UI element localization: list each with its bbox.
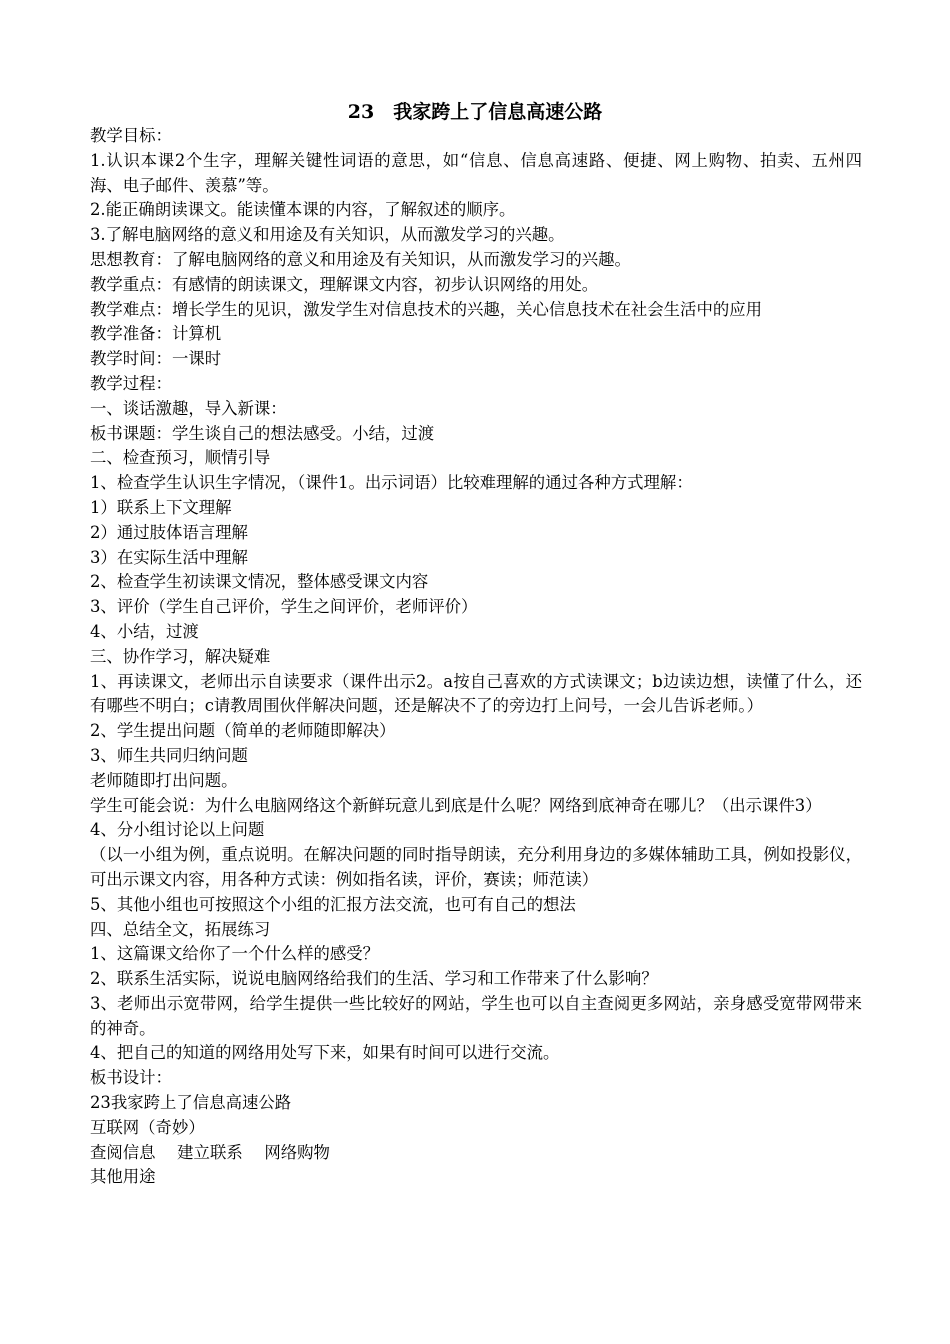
teaching-focus: 教学重点：有感情的朗读课文，理解课文内容，初步认识网络的用处。	[90, 274, 599, 294]
paragraph: 3、老师出示宽带网，给学生提供一些比较好的网站，学生也可以自主查阅更多网站，亲身感受宽带网带来的神奇。	[90, 993, 862, 1038]
step-heading: 一、谈话激趣，导入新课：	[90, 398, 287, 418]
document-body	[90, 124, 862, 1190]
paragraph: 1、检查学生认识生字情况，（课件1。出示词语）比较难理解的通过各种方式理解：	[90, 473, 693, 493]
board-line: 其他用途	[90, 1167, 156, 1187]
board-line: 互联网（奇妙）	[90, 1117, 205, 1137]
goal-item: 2.能正确朗读课文。能读懂本课的内容，了解叙述的顺序。	[90, 200, 516, 220]
section-heading-board-design: 板书设计：	[90, 1068, 172, 1088]
paragraph: 3、评价（学生自己评价，学生之间评价，老师评价）	[90, 597, 478, 617]
section-heading-process: 教学过程：	[90, 373, 172, 393]
step-heading: 四、总结全文，拓展练习	[90, 919, 271, 939]
section-heading-goals: 教学目标：	[90, 126, 172, 145]
goal-item: 1.认识本课2个生字，理解关键性词语的意思，如“信息、信息高速路、便捷、网上购物、拍卖、五州四海、电子邮件、羡慕”等。	[90, 150, 862, 195]
paragraph: 学生可能会说：为什么电脑网络这个新鲜玩意儿到底是什么呢？网络到底神奇在哪儿？（出示课件3）	[90, 795, 822, 815]
paragraph: 板书课题：学生谈自己的想法感受。小结，过渡	[90, 423, 435, 443]
paragraph: 5、其他小组也可按照这个小组的汇报方法交流，也可有自己的想法	[90, 894, 576, 914]
paragraph: 老师随即打出问题。	[90, 770, 238, 790]
paragraph: 2、联系生活实际，说说电脑网络给我们的生活、学习和工作带来了什么影响？	[90, 969, 658, 989]
paragraph: 4、分小组讨论以上问题	[90, 820, 265, 840]
paragraph: 2、学生提出问题（简单的老师随即解决）	[90, 721, 396, 741]
teaching-difficulty: 教学难点：增长学生的见识，激发学生对信息技术的兴趣，关心信息技术在社会生活中的应用	[90, 299, 763, 319]
step-heading: 三、协作学习，解决疑难	[90, 646, 271, 666]
paragraph: 2、检查学生初读课文情况，整体感受课文内容	[90, 572, 429, 592]
step-heading: 二、检查预习，顺情引导	[90, 448, 271, 468]
paragraph: 1、再读课文，老师出示自读要求（课件出示2。a按自己喜欢的方式读课文；b边读边想，读懂了什么，还有哪些不明白；c请教周围伙伴解决问题，还是解决不了的旁边打上问号，一会儿告诉老师。）	[90, 671, 862, 716]
list-item: 3）在实际生活中理解	[90, 547, 248, 567]
paragraph: （以一小组为例，重点说明。在解决问题的同时指导朗读，充分利用身边的多媒体辅助工具，例如投影仪，可出示课文内容，用各种方式读：例如指名读，评价，赛读；师范读）	[90, 845, 862, 889]
goal-item: 3.了解电脑网络的意义和用途及有关知识，从而激发学习的兴趣。	[90, 225, 565, 245]
teaching-preparation: 教学准备：计算机	[90, 324, 222, 344]
board-line: 查阅信息 建立联系 网络购物	[90, 1142, 330, 1162]
paragraph: 3、师生共同归纳问题	[90, 745, 248, 765]
board-line: 23我家跨上了信息高速公路	[90, 1093, 292, 1113]
document-title: 23 我家跨上了信息高速公路	[347, 101, 603, 123]
list-item: 1）联系上下文理解	[90, 497, 232, 517]
teaching-time: 教学时间：一课时	[90, 349, 222, 369]
paragraph: 1、这篇课文给你了一个什么样的感受？	[90, 944, 380, 964]
list-item: 2）通过肢体语言理解	[90, 522, 248, 542]
ideological-education: 思想教育：了解电脑网络的意义和用途及有关知识，从而激发学习的兴趣。	[90, 249, 631, 269]
paragraph: 4、小结，过渡	[90, 621, 199, 641]
paragraph: 4、把自己的知道的网络用处写下来，如果有时间可以进行交流。	[90, 1043, 560, 1063]
